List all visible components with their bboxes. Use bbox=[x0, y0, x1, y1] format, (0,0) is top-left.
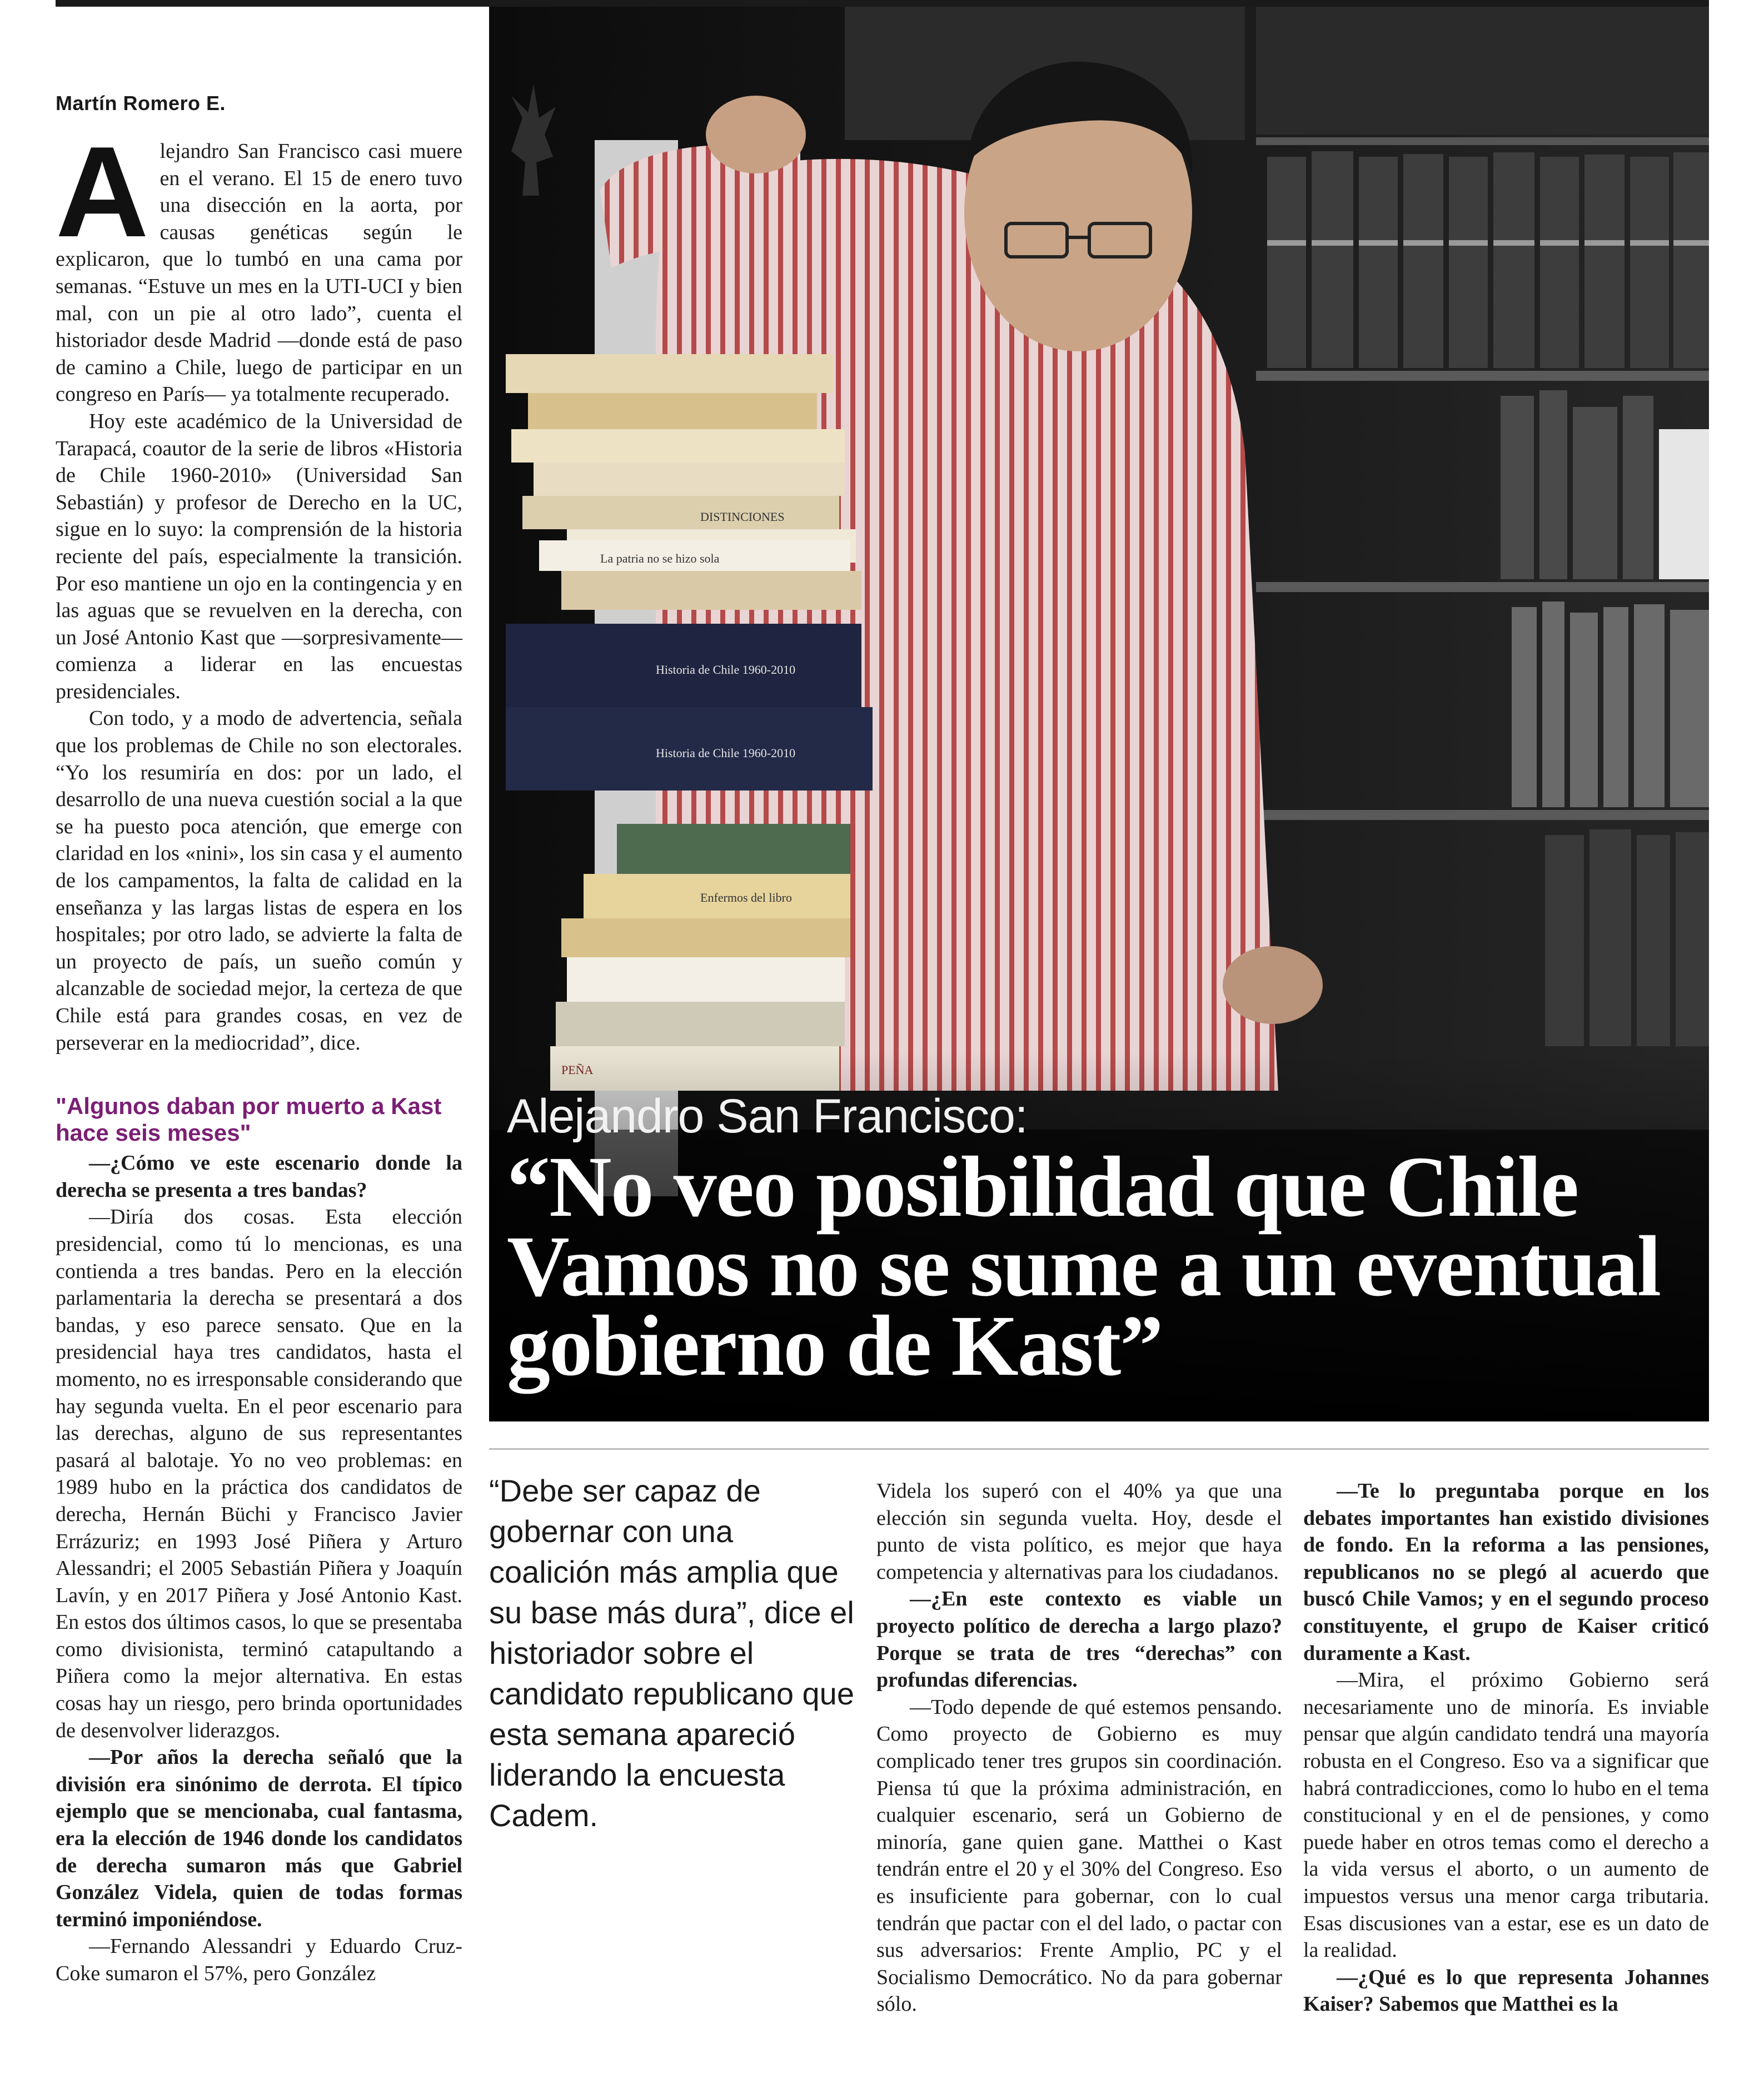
interview-answer: —Diría dos cosas. Esta elección presidencial, como tú lo mencionas, es una contienda a tres bandas. Pero en la elección parlamentaria la derecha se presentará a dos bandas, y eso parece sensato. Que en la presidencial haya tres candidatos, hasta el momento, no es irresponsable considerando que hay segunda vuelta. En el peor escenario para las derechas, alguno de sus representantes pasará al balotaje. Yo no veo problemas: en 1989 hubo en la práctica dos candidatos de derecha, Hernán Büchi y Francisco Javier Errázuriz; en 1993 José Piñera y Arturo Alessandri; el 2005 Sebastián Piñera y Joaquín Lavín, y en 2017 Piñera y José Antonio Kast. En estos dos últimos casos, lo que se presentaba como divisionista, terminó catapultando a Piñera como la mejor alternativa. En estas cosas hay un riesgo, pero brinda oportunidades de desenvolver liderazgos. bbox=[56, 1205, 462, 1742]
interview-question: —¿En este contexto es viable un proyecto político de derecha a largo plazo? Porque se trata de tres “derechas” con profundas diferencias. bbox=[876, 1587, 1282, 1692]
divider bbox=[489, 1448, 1709, 1450]
body-paragraph: Hoy este académico de la Universidad de Tarapacá, coautor de la serie de libros «Historia de Chile 1960-2010» (Universidad San Sebastián) y profesor de Derecho en la UC, sigue en lo suyo: la comprensión de la historia reciente del país, especialmente la transición. Por eso mantiene un ojo en la contingencia y en las aguas que se revuelven en la derecha, con un José Antonio Kast que —sorpresivamente— comienza a liderar en las encuestas presidenciales. bbox=[56, 409, 462, 703]
interview-question: —Te lo preguntaba porque en los debates importantes han existido divisiones de fondo. En la reforma a las pensiones, republicanos no se plegó al acuerdo que buscó Chile Vamos; y en el segundo proceso constituyente, el grupo de Kaiser criticó duramente a Kast. bbox=[1303, 1479, 1709, 1665]
article-column-4 bbox=[1303, 1478, 1709, 2018]
body-paragraph: Con todo, y a modo de advertencia, señala que los problemas de Chile no son electorales. “Yo los resumiría en dos: por un lado, el desarrollo de una nueva cuestión social a la que se ha puesto poca atención, que emerge con claridad en los «nini», los sin casa y el aumento de los campamentos, la falta de calidad en la enseñanza y las largas listas de espera en los hospitales; por otro lado, se advierte la falta de un proyecto de país, un sueño común y alcanzable de sociedad mejor, la certeza de que Chile está para grandes cosas, en vez de perseverar en la mediocridad”, dice. bbox=[56, 707, 462, 1055]
book-spine: La patria no se hizo sola bbox=[600, 551, 720, 565]
article-column-1 bbox=[56, 120, 462, 1987]
interview-question: —¿Cómo ve este escenario donde la derecha se presenta a tres bandas? bbox=[56, 1151, 462, 1202]
interview-question: —Por años la derecha señaló que la división era sinónimo de derrota. El típico ejemplo que se mencionaba, cual fantasma, era la elección de 1946 donde los candidatos de derecha sumaron más que Gabriel González Videla, quien de todas formas terminó imponiéndose. bbox=[56, 1746, 462, 1931]
book-spine: Historia de Chile 1960-2010 bbox=[656, 663, 796, 677]
interview-answer: —Fernando Alessandri y Eduardo Cruz-Coke sumaron el 57%, pero González bbox=[56, 1935, 462, 1985]
pull-quote: “Debe ser capaz de gobernar con una coalición más amplia que su base más dura”, dice el historiador sobre el candidato republicano que esta semana apareció liderando la encuesta Cadem. bbox=[489, 1473, 854, 1833]
lead-text: lejandro San Francisco casi muere en el verano. El 15 de enero tuvo una disección en la aorta, por causas genéticas según le explicaron, que lo tumbó en una cama por semanas. “Estuve un mes en la UTI-UCI y bien mal, con un pie al otro lado”, cuenta el historiador desde Madrid —donde está de paso de camino a Chile, luego de participar en un congreso en París— ya totalmente recuperado. bbox=[56, 140, 462, 406]
headline-title: “No veo posibilidad que Chile Vamos no se sume a un eventual gobierno de Kast” bbox=[507, 1139, 1661, 1394]
top-rule bbox=[56, 0, 1709, 7]
byline: Martín Romero E. bbox=[56, 92, 226, 115]
section-subhead: "Algunos daban por muerto a Kast hace seis meses" bbox=[56, 1093, 442, 1146]
headline-kicker: Alejandro San Francisco: bbox=[507, 1090, 1028, 1143]
headline-block bbox=[507, 1087, 1696, 1394]
interview-question: —¿Qué es lo que representa Johannes Kaiser? Sabemos que Matthei es la bbox=[1303, 1965, 1709, 2016]
interview-answer: —Mira, el próximo Gobierno será necesariamente uno de minoría. Es inviable pensar que algún candidato tendrá una mayoría robusta en el Congreso. Eso va a significar que habrá contradicciones, como lo hubo en el tema constitucional y en el de pensiones, y como puede haber en otros temas como el derecho a la vida versus el aborto, o un aumento de impuestos versus una menor carga tributaria. Esas discusiones van a estar, ese es un dato de la realidad. bbox=[1303, 1668, 1709, 1962]
interview-answer: —Todo depende de qué estemos pensando. Como proyecto de Gobierno es muy complicado tener tres grupos sin coordinación. Piensa tú que la próxima administración, en cualquier escenario, será un Gobierno de minoría, gane quien gane. Matthei o Kast tendrán entre el 20 y el 30% del Congreso. Eso es insuficiente para gobernar, con lo cual tendrán que pactar con el del lado, o pactar con sus adversarios: Frente Amplio, PC y el Socialismo Democrático. No da para gobernar sólo. bbox=[876, 1695, 1282, 2016]
interview-answer: Videla los superó con el 40% ya que una elección sin segunda vuelta. Hoy, desde el punto de vista político, es mejor que haya competencia y alternativas para los ciudadanos. bbox=[876, 1479, 1282, 1584]
drop-cap: A bbox=[56, 120, 149, 264]
book-spine: Enfermos del libro bbox=[700, 891, 792, 904]
lead-paragraph bbox=[56, 120, 462, 408]
book-spine: Historia de Chile 1960-2010 bbox=[656, 746, 796, 760]
article-column-3 bbox=[876, 1478, 1282, 2018]
book-spine: DISTINCIONES bbox=[700, 510, 785, 524]
